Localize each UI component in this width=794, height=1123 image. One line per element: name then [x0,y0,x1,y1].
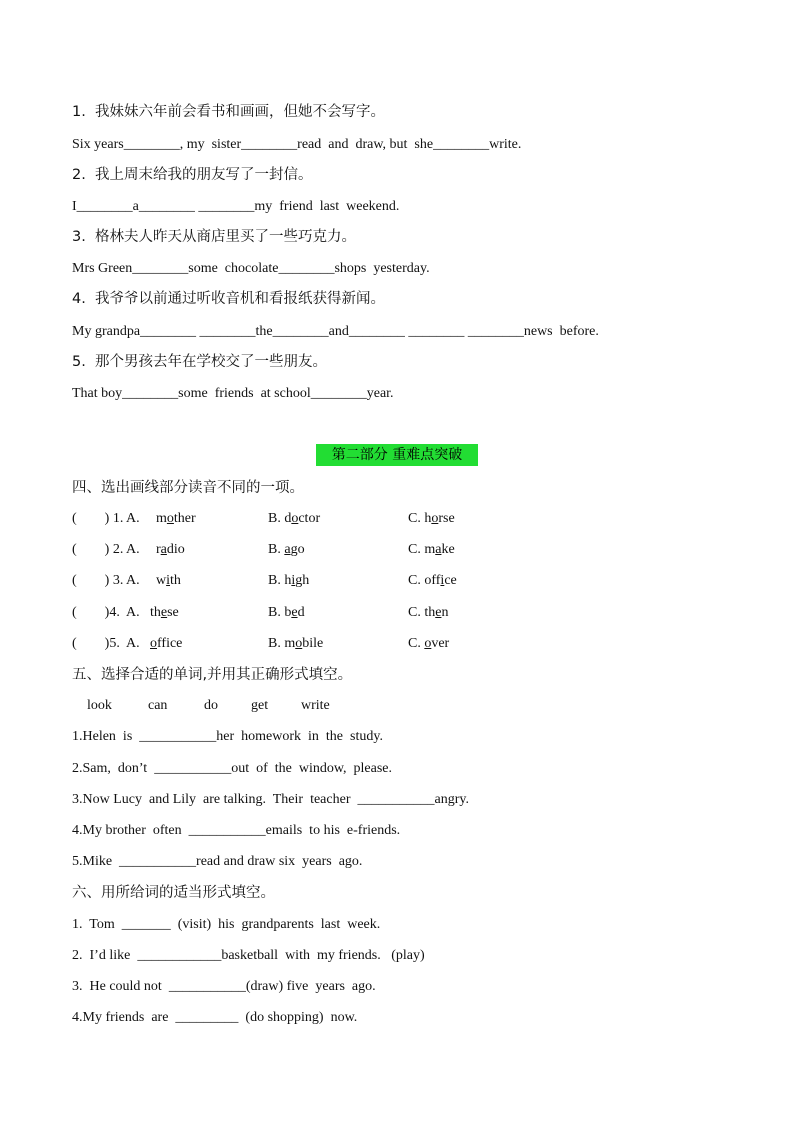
option-c: C. office [408,573,457,588]
q1-chinese: 1. 我妹妹六年前会看书和画画，但她不会写字。 [72,104,386,120]
s6-item: 1. Tom _______ (visit) his grandparents last week. [72,917,381,932]
s6-item: 3. He could not ___________(draw) five years ago. [72,979,376,994]
q4-english: My grandpa________ ________the________and________ ________ ________news before. [72,324,599,339]
option-b: B. bed [268,605,305,620]
option-a: office [150,636,183,651]
q2-english: I________a________ ________my friend last weekend. [72,199,400,214]
word-bank-item: can [148,698,168,713]
word-bank-item: do [204,698,218,713]
word-bank-item: write [301,698,330,713]
option-b: B. high [268,573,310,588]
s6-item: 4.My friends are _________ (do shopping) now. [72,1010,358,1025]
q2-chinese: 2. 我上周末给我的朋友写了一封信。 [72,167,313,183]
option-c: C. make [408,542,455,557]
option-b: B. ago [268,542,305,557]
s6-item: 2. I’d like ____________basketball with my friends. (play) [72,948,425,963]
row-number: ( ) 3. A. [72,573,144,588]
s5-item: 3.Now Lucy and Lily are talking. Their teacher ___________angry. [72,792,469,807]
word-bank-item: look [87,698,112,713]
row-number: ( ) 2. A. [72,542,144,557]
section4-title: 四、选出画线部分读音不同的一项。 [72,480,304,496]
s5-item: 4.My brother often ___________emails to his e-friends. [72,823,401,838]
s5-item: 1.Helen is ___________her homework in the study. [72,729,383,744]
option-c: C. horse [408,511,455,526]
option-a: mother [156,511,196,526]
q3-chinese: 3. 格林夫人昨天从商店里买了一些巧克力。 [72,229,357,245]
row-number: ( )5. A. [72,636,144,651]
row-number: ( ) 1. A. [72,511,144,526]
section5-title: 五、选择合适的单词,并用其正确形式填空。 [72,667,353,683]
row-number: ( )4. A. [72,605,144,620]
option-a: these [150,605,179,620]
section6-title: 六、用所给词的适当形式填空。 [72,885,275,901]
q4-chinese: 4. 我爷爷以前通过听收音机和看报纸获得新闻。 [72,291,386,307]
option-c: C. then [408,605,449,620]
option-b: B. mobile [268,636,324,651]
q1-english: Six years________, my sister________read and draw, but she________write. [72,137,522,152]
word-bank-item: get [251,698,269,713]
option-c: C. over [408,636,450,651]
s5-item: 2.Sam, don’t ___________out of the window, please. [72,761,393,776]
option-a: with [156,573,181,588]
option-a: radio [156,542,185,557]
q5-chinese: 5. 那个男孩去年在学校交了一些朋友。 [72,354,328,370]
q5-english: That boy________some friends at school________year. [72,386,394,401]
s5-item: 5.Mike ___________read and draw six years ago. [72,854,363,869]
option-b: B. doctor [268,511,321,526]
q3-english: Mrs Green________some chocolate________shops yesterday. [72,261,430,276]
part2-header: 第二部分 重难点突破 [316,444,478,466]
